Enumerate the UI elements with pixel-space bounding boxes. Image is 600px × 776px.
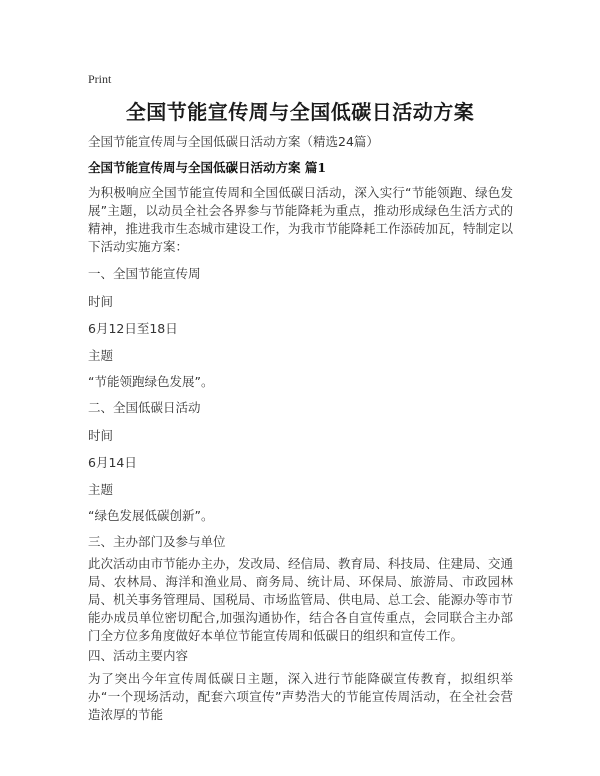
part1-theme-label: 主题	[88, 348, 114, 363]
document-title: 全国节能宣传周与全国低碳日活动方案	[125, 100, 475, 124]
part1-theme-value: “节能领跑绿色发展”。	[88, 374, 214, 389]
part2-heading: 二、全国低碳日活动	[88, 400, 201, 415]
part2-time-label: 时间	[88, 428, 114, 443]
print-label[interactable]: Print	[88, 72, 112, 86]
part3-paragraph: 此次活动由市节能办主办，发改局、经信局、教育局、科技局、住建局、交通局、农林局、海洋和渔业局、商务局、统计局、环保局、旅游局、市政园林局、机关事务管理局、国税局、市场监管局、供电局、总工会、能源办等市节能办成员单位密切配合,加强沟通协作，结合各自宣传重点，会同联合主办部门全方位多角度做好本单位节能宣传周和低碳日的组织和宣传工作。	[88, 556, 514, 643]
part1-time-label: 时间	[88, 294, 114, 309]
part4-paragraph: 为了突出今年宣传周低碳日主题，深入进行节能降碳宣传教育，拟组织举办“一个现场活动，配套六项宣传”声势浩大的节能宣传周活动，在全社会营造浓厚的节能	[88, 671, 513, 722]
part1-heading: 一、全国节能宣传周	[88, 266, 201, 281]
part2-theme-label: 主题	[88, 482, 114, 497]
part2-time-value: 6月14日	[88, 455, 137, 470]
part3-heading: 三、主办部门及参与单位	[88, 534, 226, 549]
intro-paragraph: 为积极响应全国节能宣传周和全国低碳日活动，深入实行“节能领跑、绿色发展”主题，以动员全社会各界参与节能降耗为重点，推动形成绿色生活方式的精神，推进我市生态城市建设工作，为我市节能降耗工作添砖加瓦，特制定以下活动实施方案：	[88, 185, 514, 254]
part2-theme-value: “绿色发展低碳创新”。	[88, 508, 214, 523]
part1-time-value: 6月12日至18日	[88, 321, 178, 336]
document-subtitle: 全国节能宣传周与全国低碳日活动方案（精选24篇）	[88, 134, 379, 149]
part4-heading: 四、活动主要内容	[88, 648, 189, 663]
section-heading: 全国节能宣传周与全国低碳日活动方案 篇1	[88, 160, 327, 175]
